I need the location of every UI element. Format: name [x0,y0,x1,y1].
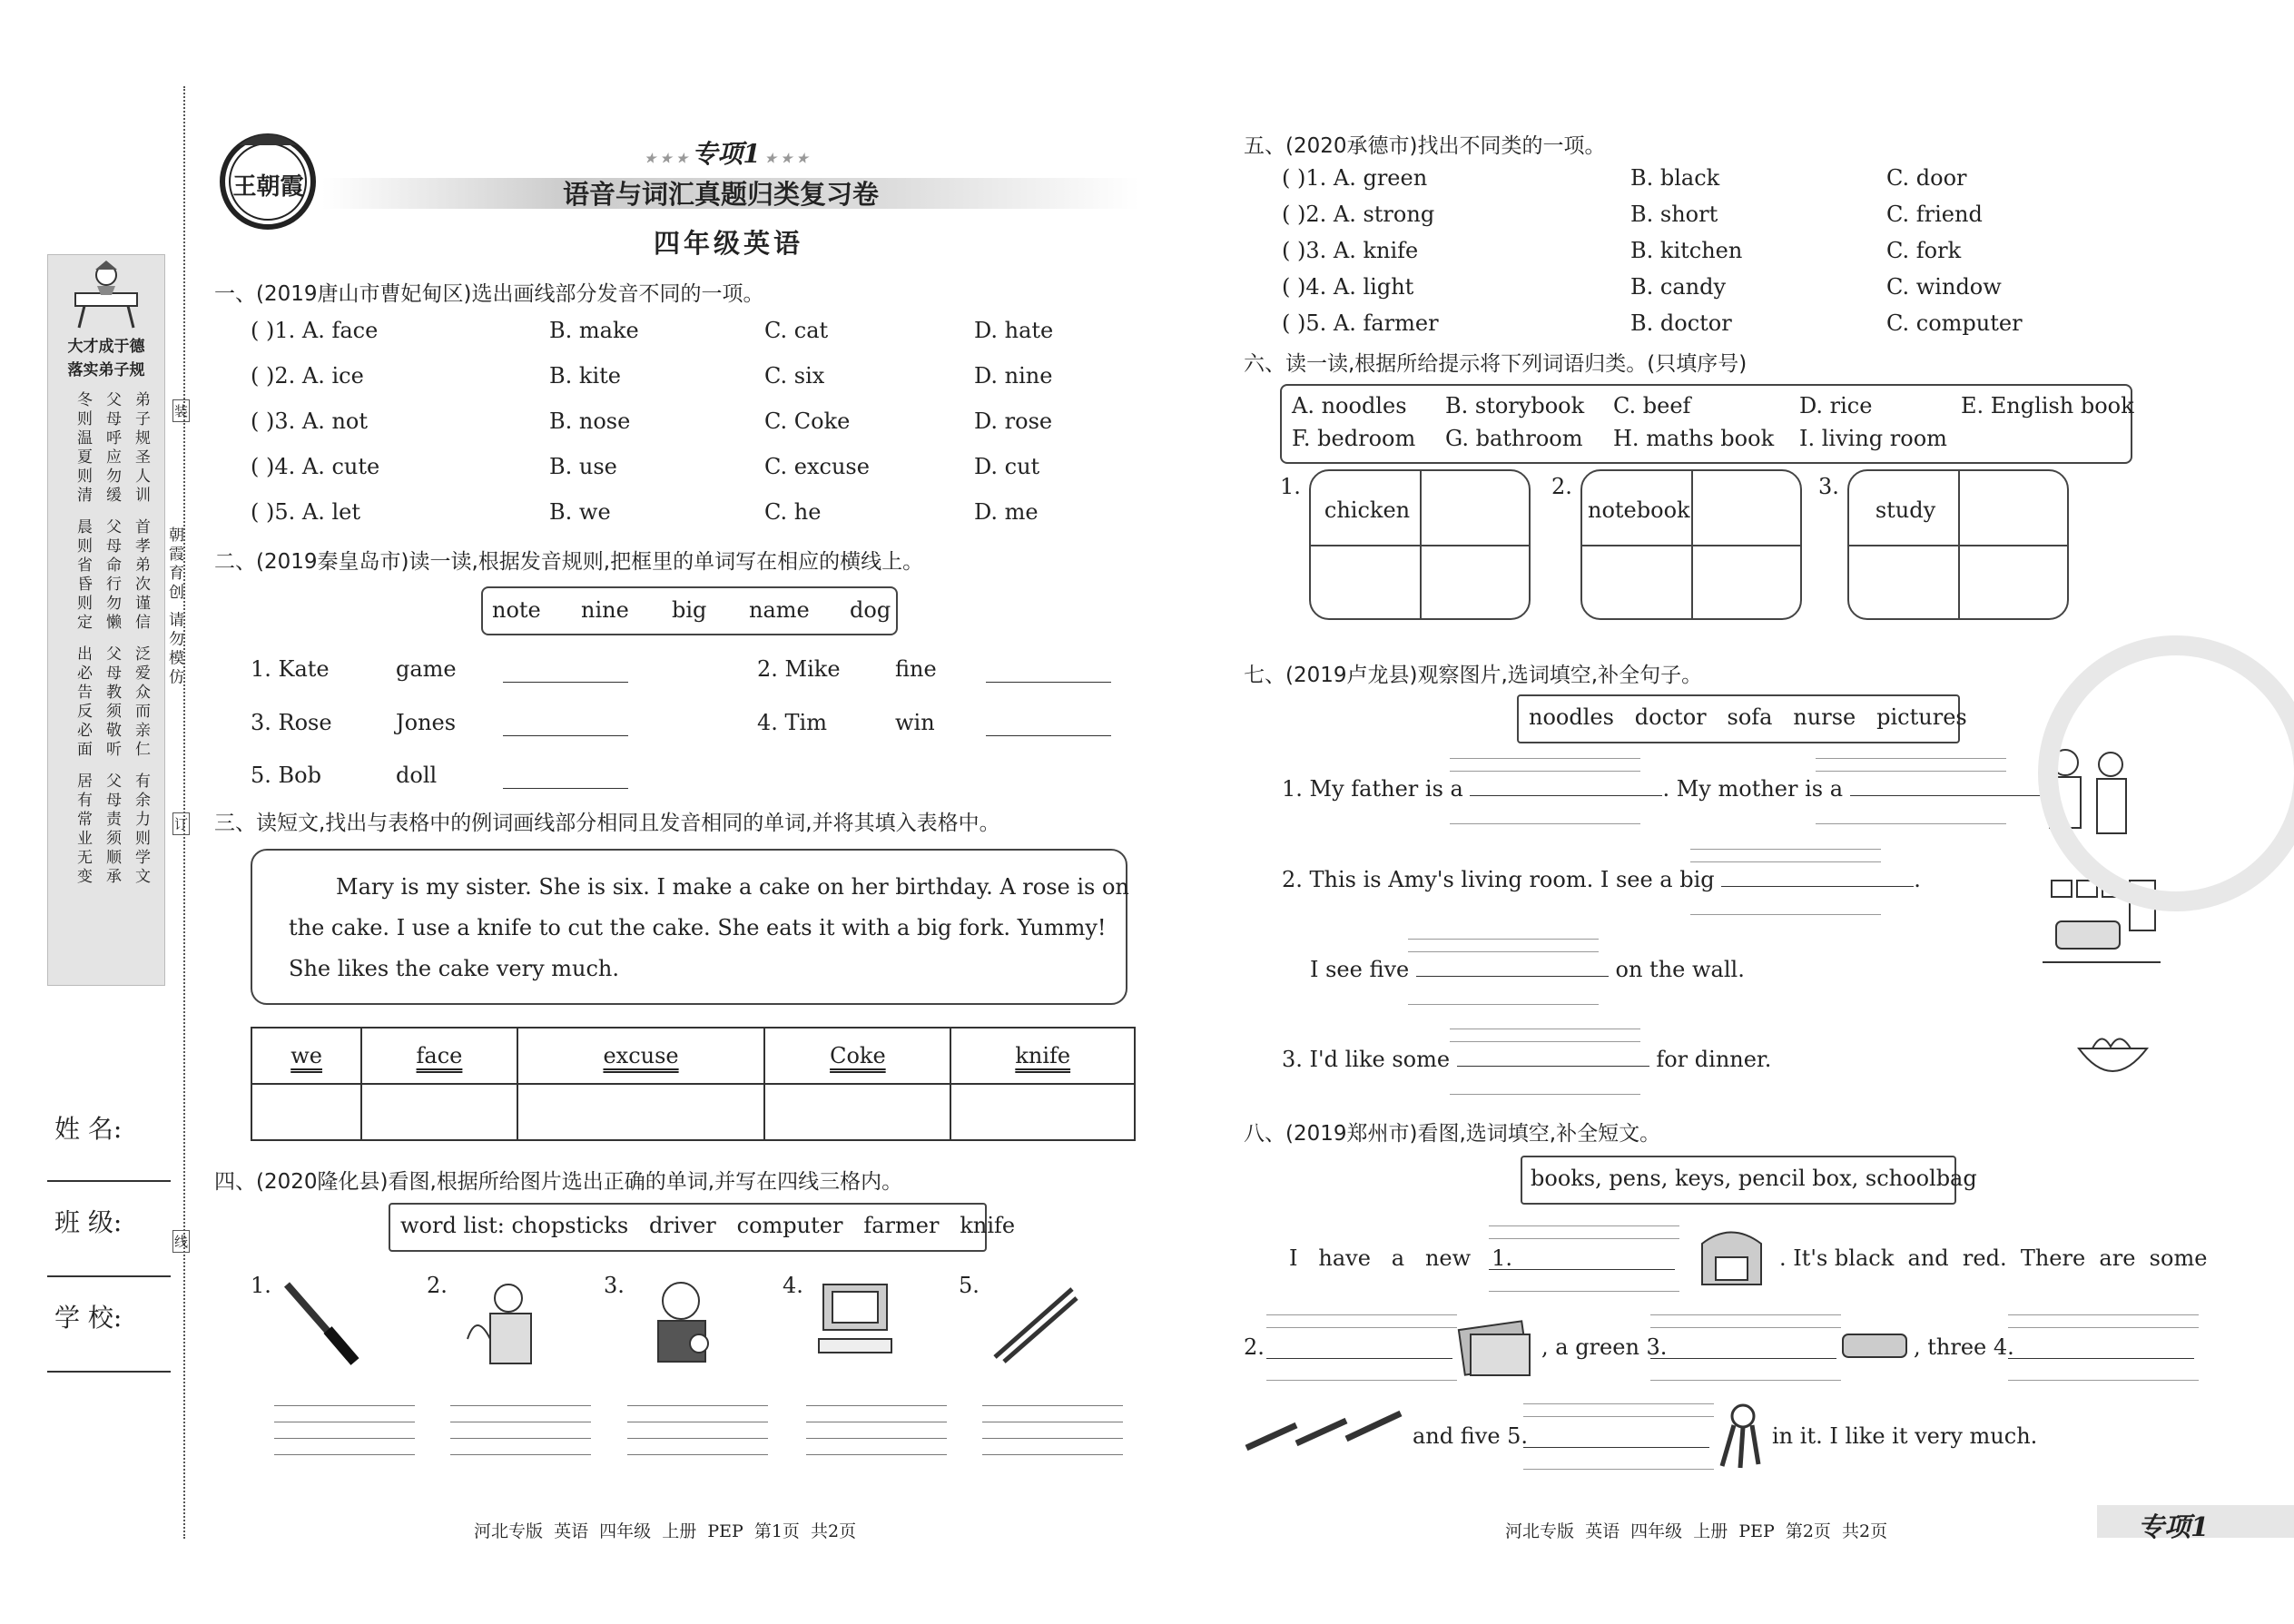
category-word: E. English book [1961,393,2134,418]
name-field[interactable] [47,1180,171,1182]
four-line-grid[interactable] [982,1405,1123,1406]
fold-mark: 线 [172,1230,190,1253]
schoolbag-picture [1689,1221,1775,1294]
answer-blank[interactable] [1489,1269,1675,1270]
passage-line: the cake. I use a knife to cut the cake. She eats it with a big fork. Yummy! [289,915,1107,940]
answer-blank[interactable] [1470,795,1662,796]
question-option: C. he [764,499,822,525]
group-number: 1. [1280,474,1301,499]
category-grid[interactable] [1580,469,1802,620]
guide-line [1489,1238,1679,1239]
dizigui-col: 居有常业无变 [74,773,92,887]
answer-blank[interactable] [2008,1358,2194,1359]
four-line-grid[interactable] [627,1454,768,1455]
dizigui-col: 晨则省昏则定 [74,518,92,633]
category-word: D. rice [1799,393,1873,418]
section-7-title: 七、(2019卢龙县)观察图片,选词填空,补全句子。 [1244,664,1703,687]
box-word: big [672,597,707,623]
guide-line [1523,1416,1714,1417]
books-picture [1457,1316,1539,1380]
guide-line [1450,771,1640,772]
sentence-3: I see five on the wall. [1310,957,1745,982]
sidebar-panel [47,254,165,986]
four-line-grid[interactable] [627,1405,768,1406]
dizigui-col: 父母命行勿懒 [103,518,121,633]
question-option: C. excuse [764,454,870,479]
guide-line [1690,849,1881,850]
item-number: 5. [959,1273,980,1298]
category-label: chicken [1324,497,1411,523]
box-word: nine [581,597,629,623]
item-number: 3. [604,1273,625,1298]
question-option-a: ( )2. A. strong [1282,202,1435,227]
dizigui-col: 泛爱众而亲仁 [132,645,150,760]
question-option: C. cat [764,318,829,343]
noodles-picture [2074,1021,2151,1085]
question-option-a: ( )3. A. knife [1282,238,1419,263]
pencil-box-picture [1838,1325,1911,1366]
logo [216,127,320,231]
question-option: D. rose [974,408,1053,434]
section-6-title: 六、读一读,根据所给提示将下列词语归类。(只填序号) [1244,352,1748,376]
category-word: C. beef [1613,393,1691,418]
guide-line [1523,1403,1714,1404]
guide-line [1816,758,2006,759]
item-number: 4. [783,1273,803,1298]
fold-text: 朝霞育创 请勿模仿 [165,527,183,688]
answer-blank[interactable] [1721,886,1914,887]
answer-blank[interactable] [986,682,1111,683]
four-line-grid[interactable] [450,1454,591,1455]
answer-blank[interactable] [1850,795,2043,796]
question-option: D. hate [974,318,1054,343]
category-word: B. storybook [1445,393,1585,418]
answer-blank[interactable] [1650,1358,1836,1359]
example-word: fine [895,656,937,682]
section-8-title: 八、(2019郑州市)看图,选词填空,补全短文。 [1244,1122,1661,1146]
category-word: H. maths book [1613,426,1775,451]
guide-line [1523,1469,1714,1470]
question-option: B. use [549,454,617,479]
answer-blank[interactable] [503,788,628,789]
question-option-a: ( )2. A. ice [251,363,364,389]
guide-line [1690,914,1881,915]
table-answer-cell[interactable] [764,1084,950,1140]
guide-line [2008,1327,2199,1328]
item-number: 2. [427,1273,448,1298]
guide-line [1816,823,2006,824]
grid-line [1691,471,1693,618]
guide-line [1650,1380,1841,1381]
page-subtitle: 四年级英语 [654,228,804,259]
answer-blank[interactable] [1523,1447,1709,1448]
guide-line [2008,1314,2199,1315]
motto-1: 大才成于德 [67,338,145,356]
example-word: 5. Bob [251,763,321,788]
grid-line [1420,471,1422,618]
example-word: 2. Mike [757,656,841,682]
passage-line-1b: . It's black and red. There are some [1779,1245,2208,1271]
question-option: C. fork [1886,238,1962,263]
guide-line [1408,1004,1599,1005]
four-line-grid[interactable] [450,1405,591,1406]
passage-line-2a: 2. [1244,1334,1265,1360]
table-header: Coke [764,1028,950,1084]
table-answer-cell[interactable] [251,1084,361,1140]
example-word: 3. Rose [251,710,332,735]
section-5-title: 五、(2020承德市)找出不同类的一项。 [1244,134,1606,158]
motto-2: 落实弟子规 [67,361,145,379]
guide-line [1450,1094,1640,1095]
grid-line [1958,471,1960,618]
section-2-title: 二、(2019秦皇岛市)读一读,根据发音规则,把框里的单词写在相应的横线上。 [214,550,924,574]
four-line-grid[interactable] [274,1454,415,1455]
question-option: D. cut [974,454,1040,479]
dizigui-col: 有余力则学文 [132,773,150,887]
four-line-grid[interactable] [627,1438,768,1439]
guide-line [1266,1380,1457,1381]
guide-line [1450,758,1640,759]
guide-line [1408,951,1599,952]
passage-line-2b: , a green 3. [1541,1334,1668,1360]
example-word: win [895,710,935,735]
class-label: 班 级: [54,1207,123,1237]
question-option: B. nose [549,408,631,434]
guide-line [1408,939,1599,940]
header-label: ★ ★ ★ 专项1 ★ ★ ★ [645,139,809,169]
example-word: doll [396,763,438,788]
keys-picture [1711,1403,1770,1475]
example-word: 4. Tim [757,710,827,735]
section-4-title: 四、(2020隆化县)看图,根据所给图片选出正确的单词,并写在四线三格内。 [214,1170,903,1194]
dizigui-col: 首孝弟次谨信 [132,518,150,633]
section-3-title: 三、读短文,找出与表格中的例词画线部分相同且发音相同的单词,并将其填入表格中。 [214,812,1000,835]
answer-blank[interactable] [1266,1358,1452,1359]
guide-line [1489,1225,1679,1226]
chopsticks-picture [986,1275,1086,1371]
dizigui-col: 出必告反必面 [74,645,92,760]
guide-line [1489,1291,1679,1292]
computer-picture [810,1275,910,1371]
star-icon: ★ ★ ★ [645,152,693,166]
knife-picture [278,1275,378,1371]
four-line-grid[interactable] [450,1438,591,1439]
question-option: C. Coke [764,408,851,434]
footer-left: 河北专版 英语 四年级 上册 PEP 第1页 共2页 [474,1521,857,1541]
question-option: B. candy [1630,274,1727,300]
watermark-seal [2038,635,2294,911]
fold-mark: 订 [172,812,190,835]
question-option-a: ( )5. A. let [251,499,360,525]
example-word: 1. Kate [251,656,330,682]
sentence-4: 3. I'd like some for dinner. [1282,1047,1772,1072]
question-option-a: ( )4. A. cute [251,454,380,479]
question-option: C. computer [1886,310,2023,336]
question-option: B. black [1630,165,1720,191]
category-word: I. living room [1799,426,1947,451]
footer-tag: 专项1 [2138,1511,2210,1542]
passage-line: Mary is my sister. She is six. I make a cake on her birthday. A rose is on [336,874,1129,900]
table-header: we [251,1028,361,1084]
four-line-grid[interactable] [982,1454,1123,1455]
word-box-text: noodles doctor sofa nurse pictures [1529,704,1967,730]
question-option: C. door [1886,165,1967,191]
question-option: D. nine [974,363,1053,389]
box-word: dog [850,597,891,623]
table-header: knife [950,1028,1135,1084]
passage-line-2c: , three 4. [1914,1334,2014,1360]
table-header: excuse [517,1028,765,1084]
question-option: B. make [549,318,639,343]
question-option-a: ( )4. A. light [1282,274,1414,300]
question-option: B. we [549,499,611,525]
answer-blank[interactable] [503,735,628,736]
four-line-grid[interactable] [982,1438,1123,1439]
sentence-1: 1. My father is a . My mother is a . [1282,776,2050,802]
guide-line [2008,1380,2199,1381]
four-line-grid[interactable] [274,1438,415,1439]
dizigui-col: 父母责须顺承 [103,773,121,887]
guide-line [1266,1314,1457,1315]
question-option: C. friend [1886,202,1983,227]
answer-blank[interactable] [1457,1066,1649,1067]
pens-picture [1242,1403,1410,1457]
four-line-grid[interactable] [274,1405,415,1406]
answer-blank[interactable] [986,735,1111,736]
category-word: A. noodles [1292,393,1407,418]
four-line-grid[interactable] [806,1454,947,1455]
category-grid[interactable] [1309,469,1531,620]
example-word: Jones [396,710,457,735]
sentence-2: 2. This is Amy's living room. I see a big . [1282,867,1921,892]
question-option-a: ( )1. A. green [1282,165,1428,191]
guide-line [1816,771,2006,772]
question-option-a: ( )1. A. face [251,318,379,343]
group-number: 3. [1818,474,1839,499]
dizigui-col: 冬则温夏则清 [74,391,92,506]
category-label: notebook [1588,497,1690,523]
answer-blank[interactable] [503,682,628,683]
logo-text: 王朝霞 [232,173,304,201]
table-answer-cell[interactable] [517,1084,765,1140]
box-word: note [492,597,541,623]
guide-line [1690,861,1881,862]
footer-right: 河北专版 英语 四年级 上册 PEP 第2页 共2页 [1505,1521,1888,1541]
table-answer-cell[interactable] [950,1084,1135,1140]
dizigui-col: 父母教须敬听 [103,645,121,760]
example-word: game [396,656,457,682]
passage-line-3a: and five 5. [1413,1423,1529,1449]
table-answer-cell[interactable] [361,1084,517,1140]
answer-table [251,1027,1136,1141]
category-grid[interactable] [1847,469,2069,620]
dizigui-col: 弟子规圣人训 [132,391,150,506]
question-option: C. six [764,363,825,389]
dizigui-col: 父母呼应勿缓 [103,391,121,506]
answer-blank[interactable] [1416,976,1609,977]
name-label: 姓 名: [54,1114,123,1144]
passage-line-3b: in it. I like it very much. [1772,1423,2038,1449]
four-line-grid[interactable] [806,1405,947,1406]
school-label: 学 校: [54,1303,123,1333]
guide-line [1266,1327,1457,1328]
class-field[interactable] [47,1275,171,1277]
scholar-illustration [48,259,164,331]
word-list: word list: chopsticks driver computer farmer knife [400,1213,1016,1238]
question-option: B. short [1630,202,1718,227]
farmer-picture [454,1275,554,1371]
category-word: F. bedroom [1292,426,1416,451]
question-option: B. kitchen [1630,238,1743,263]
question-option-a: ( )5. A. farmer [1282,310,1439,336]
four-line-grid[interactable] [806,1438,947,1439]
star-icon: ★ ★ ★ [760,152,809,166]
box-word: name [749,597,810,623]
question-option: B. kite [549,363,621,389]
school-field[interactable] [47,1371,171,1373]
passage-line: She likes the cake very much. [289,956,619,981]
page-title: 语音与词汇真题归类复习卷 [563,179,880,210]
category-label: study [1875,497,1936,523]
guide-line [1650,1314,1841,1315]
section-1-title: 一、(2019唐山市曹妃甸区)选出画线部分发音不同的一项。 [214,282,764,306]
question-option: D. me [974,499,1039,525]
guide-line [1450,1041,1640,1042]
guide-line [1650,1327,1841,1328]
driver-picture [631,1275,731,1371]
question-option: C. window [1886,274,2002,300]
guide-line [1450,823,1640,824]
table-header: face [361,1028,517,1084]
passage-line-1a: I have a new 1. [1289,1245,1512,1271]
dizigui-text [63,391,150,887]
question-option-a: ( )3. A. not [251,408,369,434]
fold-mark: 装 [172,399,190,422]
word-box-text: books, pens, keys, pencil box, schoolbag [1531,1166,1977,1191]
question-option: B. doctor [1630,310,1732,336]
item-number: 1. [251,1273,271,1298]
group-number: 2. [1551,474,1572,499]
category-word: G. bathroom [1445,426,1583,451]
